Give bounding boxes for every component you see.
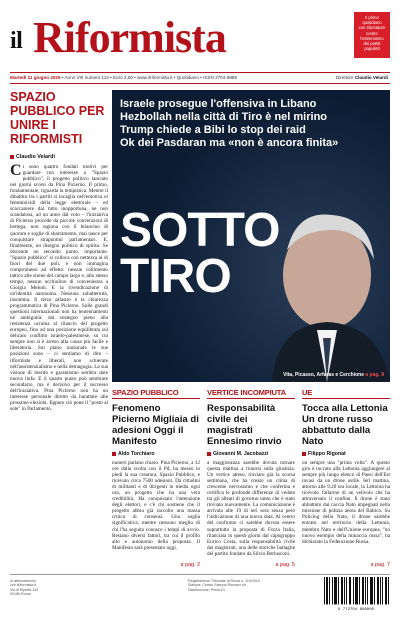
hero-headlines xyxy=(120,98,382,150)
director-credit xyxy=(336,73,388,83)
story-author: Filippo Rigonat xyxy=(302,451,390,457)
hero-headline: Israele prosegue l'offensiva in Libano xyxy=(120,98,317,110)
story-author: Aldo Torchiaro xyxy=(112,451,200,457)
badge-line: l'estremismo xyxy=(360,35,384,41)
masthead xyxy=(10,8,390,68)
footer-line: 00186 Roma xyxy=(10,592,31,597)
footer-line: Stampa: Centro Stampa Romano srl xyxy=(188,583,246,588)
editorial-text: i sono quattro fondati motivi per guardare con interesse a "Spazio pubblico", il progetto politico lanciato nei giorni scorsi da Pina Picierno. Il primo, fondamentale, riguarda la tempistica. Mentre il dibattito tra i partiti si incaglia nell'emotiva ei femminicidi della legge elettorale – ed scaccaniere dal tutto inopportuna, ne non scandalosa, ad un anno dal voto – l'iniziativa di Picierno procede da piccole convenzioni di bottega, non ragiona con il bilancino di quorum e soglie di sbarramento, mai nasce per conquistare strapuntini parlamentari. E, finalmente, un disegno politico di spirito. Se discende un secondo punto, importante. "Spazio pubblico" si colloca con nettezza ai di fuori del due poli, e non immagina compromessi ad effetto: nessun collimento tattico alle sirene del campo largo e, allo stesso tempo, nessun occhiolino di convenienza a Giorgia Meloni. E la rivendicazione di un'identità autonoma. Nessuna subalternità, insomma. Il terzo pilastro è la chiarezza programmatica di Pina Picierno. Sulle grandi questioni internazionali non ha tentennamenti né ambiguità: dal sostegno pieno alla resistenza ucraina al rilancio del progetto europeo, fino ad una posizione equilibrata sul delicato conflitto israelo-palestinese, su cui sempre non si è arreso alla causa più facile e liberatoria. Sul piano nazionale le sue posizioni sono – ci sentiamo di dire – riformiste e liberali, non schierate nell'assistenzialismo e nella demagogia. La sua visione di merito e garantismo sembra dare nuova linfa. E il quarto punto può sembrare secondario, ma è decisivo per il successo dell'iniziativa. Pina Picierno non ha un interesse personale diretto da barattare alle prossime elezioni. Eppure ciò pone il "posto al sole" in Parlamento. xyxy=(10,164,108,412)
editorial-title: SPAZIO PUBBLICO PER UNIRE I RIFORMISTI xyxy=(10,90,105,146)
hero-title: SOTTO TIRO xyxy=(120,204,280,303)
story-text: a maggioranza sarebbe dovuta tornare questa mattina a riunirsi sulla giustizia. Un vertice atteso, rinviato già la scorsa settimana, che ha creato un clima di crescente nervosismo e che conferma e certifica le profonde differenze di vedute tra gli alleati di governo tanto che è stato rinviato nuovamente. La comunicazione è arrivata alle 19 di ieri sera senza però l'indicazione di una nuova data. Al centro del confronto ci sarebbe dovuta essere soprattutto la proposta di Forza Italia, rilanciata in questi giorni dal capogruppo Enrico Costa, sulla responsabilità civile dei magistrati, una delle storiche battaglie del partito fondato da Silvio Berlusconi. xyxy=(207,460,295,557)
bottom-stories xyxy=(112,388,390,568)
footer-line: Via di Ripetta 142 xyxy=(10,587,39,592)
masthead-title: Riformista xyxy=(33,13,226,62)
hero-caption-page[interactable]: a pag. 8 xyxy=(365,372,384,378)
page-footer xyxy=(10,574,390,610)
badge-line: dei partiti xyxy=(363,41,381,47)
story-section-label: UE xyxy=(302,388,390,399)
hero-caption xyxy=(283,372,384,378)
story-section-label: SPAZIO PUBBLICO xyxy=(112,388,200,399)
editorial-column xyxy=(10,90,108,568)
director-label: Direttore xyxy=(335,75,354,80)
story-title: Fenomeno Picierno Migliaia di adesioni Oggi il Manifesto xyxy=(112,403,199,447)
story-title: Responsabilità civile dei magistrati Ennesimo rinvio xyxy=(207,403,282,447)
footer-line: In abbonamento xyxy=(10,579,36,583)
story-column[interactable] xyxy=(207,388,295,568)
story-section-label: VERTICE INCOMPIUTA xyxy=(207,388,295,399)
story-page-ref[interactable]: a pag. 2 xyxy=(180,562,200,568)
story-text: on sempre una "prima volta". A questo giro è toccato alla Lettonia aggiungere al sempre più lungo elenco di Paesi dell'Est invasi da un drone ostile. Ieri mattina, attorno alle 9:20 ora locale, la Lettonia ha ricevuto l'allarme di un velivolo che ha attraversato il confine. Il drone è stato abbattuto dai caccia Nato impegnati nella missione di polizia aerea del Baltico. Su Policing della Nato, il drone sarebbe entrato nel territorio della Lettonia, membro Nato e dell'Unione europea, "un nuovo esempio della minaccia russa", ha dichiarato la Federazione Russa. xyxy=(302,460,390,545)
hero-headline: Ok dei Pasdaran ma «non è ancora finita» xyxy=(120,137,339,149)
story-page-ref[interactable]: a pag. 5 xyxy=(275,562,295,568)
hero-headline: Hezbollah nella città di Tiro è nel mirino xyxy=(120,111,328,123)
story-title: Tocca alla Lettonia Un drone russo abbattuto dalla Nato xyxy=(302,403,388,447)
hero-caption-authors: Vita, Picasso, Arfaras e Cerchione xyxy=(283,372,364,378)
footer-legal-info xyxy=(188,579,308,592)
editorial-author: Claudio Velardi xyxy=(10,154,108,160)
director-name: Claudio Velardi xyxy=(354,75,388,80)
badge-line: con sfumature xyxy=(358,25,386,31)
story-column[interactable] xyxy=(112,388,200,568)
masthead-badge xyxy=(354,12,390,58)
hero-story[interactable] xyxy=(112,90,390,382)
issue-date: Martedì 11 giugno 2025 xyxy=(10,75,61,80)
story-text: numeri parlano chiaro. Pina Picierno, a 12 ore dalla svolta con il Pd, ha messo in piedi la sua creatura, Spazio Pubblico, e ricevuto circa 7500 adesioni. Da cittadini di militanti e di dirigenti in media ogni ora, un progetto che ha una vera credibilità. Ha conquistato l'attenzione degli elettori, e c'è chi sostiene che il progetto abbia già raccolto una massa critica di consensi. Una soglia significativa, mentre nessuno meglio di chi l'ha seguita conosce i tempi di avvio. Restano diversi fattori, tra cui il profilo alto e autonomo della proposta. Il Manifesto sarà presentato oggi. xyxy=(112,460,200,551)
editorial-dropcap: C xyxy=(10,162,22,179)
badge-line: populisti xyxy=(364,46,380,52)
footer-publisher-info xyxy=(10,579,80,597)
issue-info-bar xyxy=(10,72,390,84)
hero-headline: Trump chiede a Bibi lo stop dei raid xyxy=(120,124,306,136)
badge-line: contro xyxy=(366,30,378,36)
editorial-body xyxy=(10,164,108,412)
footer-line: Distribuzione: Press-Di xyxy=(188,587,225,592)
story-column[interactable] xyxy=(302,388,390,568)
masthead-prefix: il xyxy=(10,28,23,54)
barcode-number: 9 772704 688005 xyxy=(337,608,374,612)
story-author: Giovanni M. Jacobazzi xyxy=(207,451,295,457)
issue-details: • Anno VIII numero 113 • Euro 2,00 • www.ilriformista.it • Quotidiano • ISSN 2704-6885 xyxy=(61,75,238,80)
footer-line: con ilriformista.it xyxy=(10,583,36,588)
barcode-icon xyxy=(322,577,390,609)
badge-line: Il primo quotidiano xyxy=(362,15,382,26)
footer-line: Registrazione Tribunale di Roma n. 119/2019 xyxy=(188,579,260,583)
story-page-ref[interactable]: a pag. 7 xyxy=(370,562,390,568)
